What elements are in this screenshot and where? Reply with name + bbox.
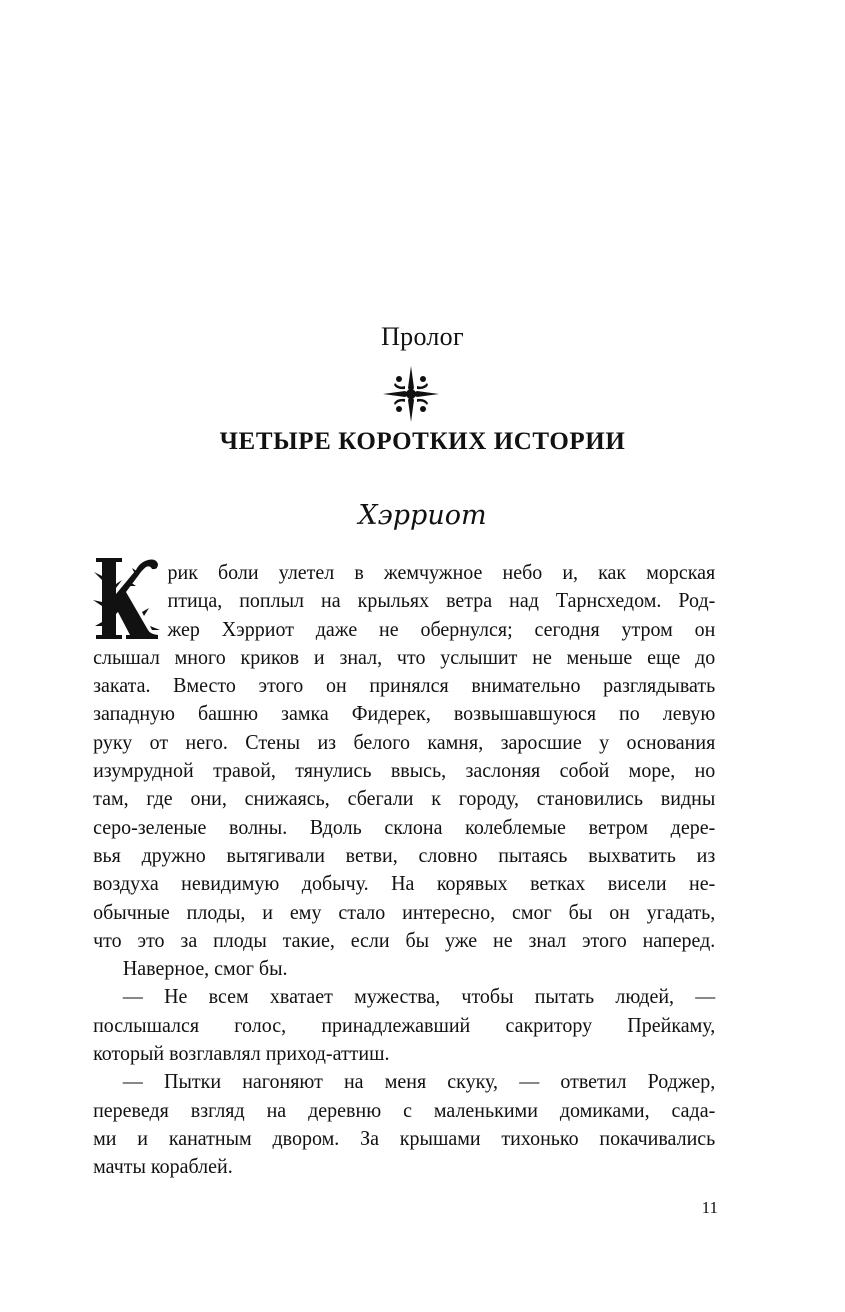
text-line: — Пытки нагоняют на меня скуку, — ответил Роджер, [122, 1069, 716, 1094]
chapter-title: ЧЕТЫРЕ КОРОТКИХ ИСТОРИИ [219, 428, 626, 455]
text-line: — Не всем хватает мужества, чтобы пытать людей, — [122, 984, 716, 1009]
text-line: воздуха невидимую добычу. На корявых ветках висели не- [93, 871, 716, 896]
text-line: что это за плоды такие, если бы уже не знал этого наперед. [93, 927, 716, 952]
text-line: вья дружно вытягивали ветви, словно пытаясь выхватить из [93, 842, 716, 867]
text-line: птица, поплыл на крыльях ветра над Тарнсхедом. Род- [167, 588, 716, 613]
text-line: мачты кораблей. [93, 1154, 233, 1179]
text-line: там, где они, снижаясь, сбегали к городу, становились видны [93, 786, 716, 811]
text-line: серо-зеленые волны. Вдоль склона колеблемые ветром дере- [93, 814, 716, 839]
section-label: Пролог [381, 322, 464, 351]
text-line: западную башню замка Фидерек, возвышавшуюся по левую [93, 701, 716, 726]
text-line: жер Хэрриот даже не обернулся; сегодня утром он [167, 616, 716, 641]
page-number: 11 [701, 1198, 718, 1217]
text-line: переведя взгляд на деревню с маленькими домиками, сада- [93, 1097, 716, 1122]
text-line: рик боли улетел в жемчужное небо и, как морская [167, 560, 716, 584]
text-line: изумрудной травой, тянулись ввысь, заслоняя собой море, но [93, 758, 716, 783]
text-line: послышался голос, принадлежавший сакритору Прейкаму, [93, 1012, 716, 1037]
body-text [93, 558, 716, 1181]
text-line: который возглавлял приход-аттиш. [93, 1041, 390, 1066]
story-title: Хэрриот [358, 500, 487, 531]
text-line: слышал много криков и знал, что услышит не меньше еще до [93, 644, 716, 669]
text-line: руку от него. Стены из белого камня, заросшие у основания [93, 729, 716, 754]
text-line: Наверное, смог бы. [122, 956, 288, 981]
compass-rose-ornament-icon [381, 364, 441, 424]
text-line: заката. Вместо этого он принялся внимательно разглядывать [93, 673, 716, 698]
text-line: обычные плоды, и ему стало интересно, смог бы он угадать, [93, 899, 716, 924]
text-line: ми и канатным двором. За крышами тихонько покачивались [93, 1125, 716, 1150]
